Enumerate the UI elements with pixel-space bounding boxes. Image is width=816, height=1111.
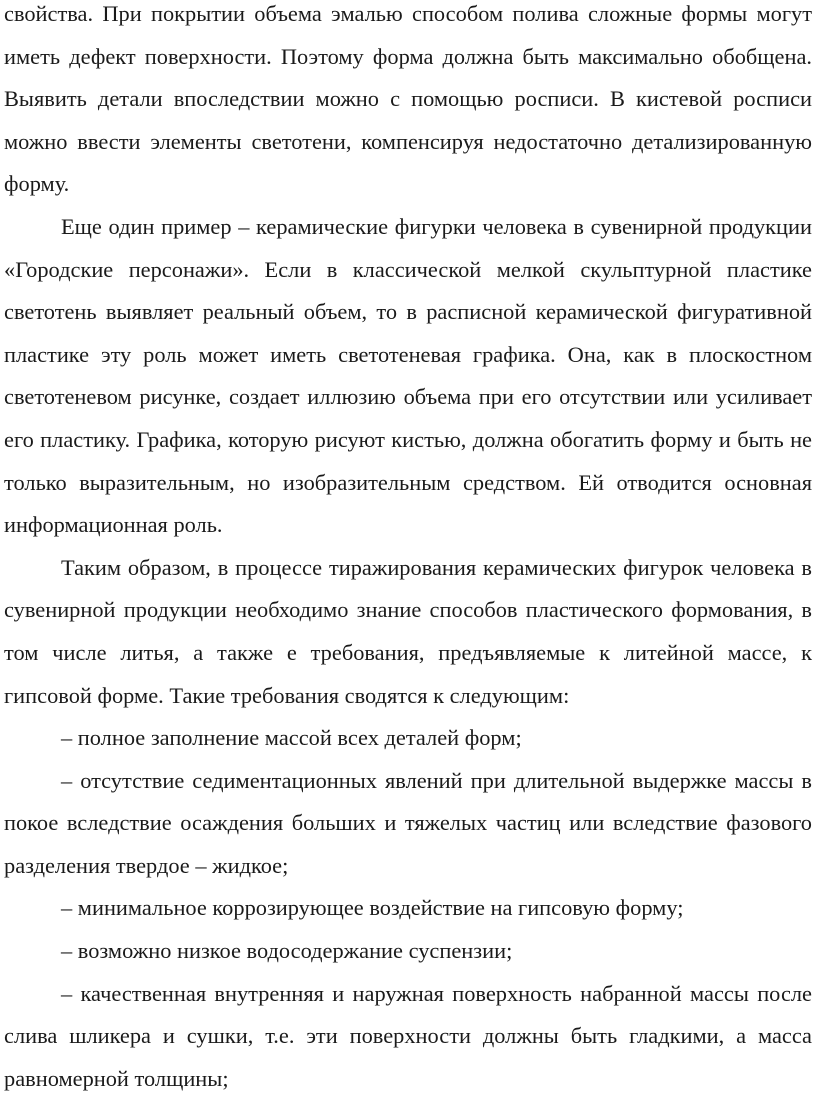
paragraph-conclusion: Таким образом, в процессе тиражирования керамических фигурок человека в сувенирной продукции необходимо знание способов пластического формования, в том числе литья, а также е требования, предъявляемые к литейной массе, к гипсовой форме. Такие требования сводятся к следующим:	[4, 554, 812, 708]
paragraph-continuation: свойства. При покрытии объема эмалью способом полива сложные формы могут иметь дефект поверхности. Поэтому форма должна быть максимально обобщена. Выявить детали впоследствии можно с помощью росписи. В кистевой росписи можно ввести элементы светотени, компенсируя недостаточно детализированную форму.	[4, 1, 812, 197]
list-item: – отсутствие седиментационных явлений при длительной выдержке массы в покое вследствие осаждения больших и тяжелых частиц или вследствие фазового разделения твердое – жидкое;	[4, 767, 812, 878]
list-item: – качественная внутренняя и наружная поверхность набранной массы после слива шликера и сушки, т.е. эти поверхности должны быть гладкими, а масса равномерной толщины;	[4, 980, 812, 1091]
paragraph-example: Еще один пример – керамические фигурки человека в сувенирной продукции «Городские персонажи». Если в классической мелкой скульптурной пластике светотень выявляет реальный объем, то в расписной керамической фигуративной пластике эту роль может иметь светотеневая графика. Она, как в плоскостном светотеневом рисунке, создает иллюзию объема при его отсутствии или усиливает его пластику. Графика, которую рисуют кистью, должна обогатить форму и быть не только выразительным, но изобразительным средством. Ей отводится основная информационная роль.	[4, 213, 812, 538]
list-item: – минимальное коррозирующее воздействие на гипсовую форму;	[61, 895, 684, 921]
list-item: – возможно низкое водосодержание суспензии;	[61, 938, 513, 964]
list-item: – полное заполнение массой всех деталей форм;	[61, 725, 522, 751]
